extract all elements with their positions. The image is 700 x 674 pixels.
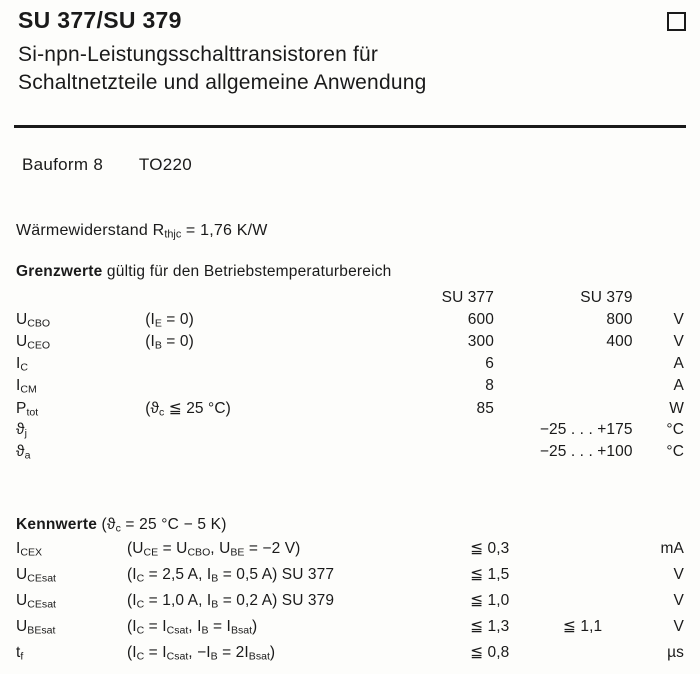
- limits-value-su379: −25 . . . +175: [539, 421, 633, 438]
- characteristics-symbol: $I_{CEX}$: [16, 540, 43, 559]
- col-condition-header: [145, 289, 371, 311]
- characteristics-unit: µs: [667, 644, 684, 661]
- characteristics-value-secondary: [563, 565, 644, 591]
- limits-table-body: [16, 289, 684, 465]
- limits-condition: $(I_B = 0)$: [145, 333, 194, 352]
- col-su379-header: SU 379: [580, 289, 633, 306]
- characteristics-heading-post: = 25 °C − 5 K): [120, 516, 227, 533]
- characteristics-value-secondary: ≦ 1,1: [562, 618, 603, 635]
- characteristics-unit: V: [673, 592, 684, 609]
- page-title: SU 377/SU 379: [18, 7, 182, 33]
- limits-unit: A: [673, 355, 684, 372]
- limits-table: [16, 289, 684, 465]
- characteristics-section-heading: [16, 516, 227, 535]
- limits-symbol: $P_{tot}$: [16, 400, 39, 419]
- limits-condition: [145, 377, 371, 399]
- limits-symbol: $ϑ_a$: [16, 443, 31, 462]
- square-outline-icon: [667, 12, 686, 31]
- table-row: [16, 421, 684, 443]
- subtitle-line-2: Schaltnetzteile und allgemeine Anwendung: [18, 70, 427, 94]
- col-su377-header: SU 377: [441, 289, 494, 306]
- characteristics-condition: ($U_{CE} = U_{CBO}$, $U_{BE} = -2$ V): [126, 540, 301, 559]
- table-row: [16, 333, 684, 355]
- characteristics-condition: ($I_C = 2,5$ A, $I_B = 0,5$ A) SU 377: [126, 566, 335, 585]
- limits-value-su377: 85: [476, 400, 494, 417]
- table-header-row: [16, 289, 684, 311]
- limits-symbol: $I_{CM}$: [16, 377, 37, 396]
- header-row: [18, 8, 686, 33]
- package-line: [22, 155, 192, 175]
- limits-value-su377: 600: [467, 311, 494, 328]
- characteristics-value-primary: ≦ 1,3: [470, 618, 510, 635]
- characteristics-condition: ($I_C = 1,0$ A, $I_B = 0,2$ A) SU 379: [126, 592, 335, 611]
- table-row: [16, 443, 684, 465]
- header-divider: [14, 125, 686, 128]
- characteristics-table-body: [16, 539, 684, 669]
- characteristics-symbol: $U_{CEsat}$: [16, 566, 56, 585]
- limits-value-su377: [371, 443, 494, 465]
- thermal-subscript: thjc: [164, 228, 182, 241]
- limits-unit: °C: [666, 421, 684, 438]
- characteristics-heading-sub: c: [115, 522, 121, 535]
- subtitle-line-1: Si-npn-Leistungsschalttransistoren für: [18, 43, 379, 66]
- characteristics-unit: V: [673, 618, 684, 635]
- table-row: [16, 399, 684, 421]
- limits-condition: [145, 443, 371, 465]
- characteristics-value-secondary: [563, 643, 644, 669]
- limits-unit: V: [673, 311, 684, 328]
- characteristics-unit: V: [673, 566, 684, 583]
- limits-unit: A: [673, 377, 684, 394]
- characteristics-symbol: $U_{CEsat}$: [16, 592, 56, 611]
- limits-unit: V: [673, 333, 684, 350]
- limits-heading-bold: Grenzwerte: [16, 263, 103, 280]
- limits-value-su377: 300: [467, 333, 494, 350]
- limits-condition: [145, 421, 371, 443]
- table-row: [16, 311, 684, 333]
- table-row: [16, 355, 684, 377]
- characteristics-value-primary: ≦ 1,5: [470, 566, 510, 583]
- limits-heading-rest: gültig für den Betriebstemperaturbereich: [102, 263, 392, 280]
- characteristics-value-secondary: [563, 591, 644, 617]
- limits-value-su377: 8: [485, 377, 494, 394]
- limits-value-su379: −25 . . . +100: [539, 443, 633, 460]
- characteristics-symbol: $t_f$: [16, 644, 24, 663]
- limits-symbol: $I_C$: [16, 355, 29, 374]
- characteristics-value-primary: ≦ 0,3: [470, 540, 510, 557]
- col-unit-header: [633, 289, 684, 311]
- thermal-resistance-line: [16, 222, 268, 241]
- limits-value-su377: 6: [485, 355, 494, 372]
- limits-value-su379: [494, 355, 633, 377]
- limits-condition: $(I_E = 0)$: [145, 311, 194, 330]
- table-row: [16, 539, 684, 565]
- table-row: [16, 565, 684, 591]
- characteristics-table: [16, 539, 684, 669]
- thermal-text-after: = 1,76 K/W: [181, 222, 268, 239]
- limits-value-su377: [371, 421, 494, 443]
- table-row: [16, 591, 684, 617]
- limits-condition: [145, 355, 371, 377]
- package-label: Bauform 8: [22, 155, 104, 174]
- characteristics-condition: ($I_C = I_{Csat}$, $I_B = I_{Bsat}$): [126, 618, 258, 637]
- table-row: [16, 377, 684, 399]
- characteristics-value-primary: ≦ 1,0: [470, 592, 510, 609]
- limits-value-su379: 800: [606, 311, 633, 328]
- document-subtitle: [18, 41, 680, 96]
- limits-unit: W: [669, 400, 684, 417]
- characteristics-symbol: $U_{BEsat}$: [16, 618, 56, 637]
- limits-symbol: $ϑ_j$: [16, 421, 27, 440]
- table-row: [16, 617, 684, 643]
- limits-section-heading: [16, 263, 392, 281]
- limits-value-su379: 400: [606, 333, 633, 350]
- limits-value-su379: [494, 399, 633, 421]
- characteristics-value-primary: ≦ 0,8: [470, 644, 510, 661]
- limits-value-su379: [494, 377, 633, 399]
- characteristics-heading-pre: (ϑ: [97, 516, 116, 533]
- characteristics-unit: mA: [660, 540, 684, 557]
- characteristics-value-secondary: [563, 539, 644, 565]
- limits-symbol: $U_{CBO}$: [16, 311, 51, 330]
- col-symbol-header: [16, 289, 145, 311]
- thermal-text-before: Wärmewiderstand R: [16, 222, 165, 239]
- table-row: [16, 643, 684, 669]
- characteristics-condition: ($I_C = I_{Csat}$, $-I_B = 2I_{Bsat}$): [126, 644, 276, 663]
- limits-condition: ($ϑ_c$ ≦ 25 °C): [145, 400, 231, 419]
- limits-symbol: $U_{CEO}$: [16, 333, 51, 352]
- package-value: TO220: [138, 155, 193, 174]
- limits-unit: °C: [666, 443, 684, 460]
- characteristics-heading-bold: Kennwerte: [16, 516, 98, 533]
